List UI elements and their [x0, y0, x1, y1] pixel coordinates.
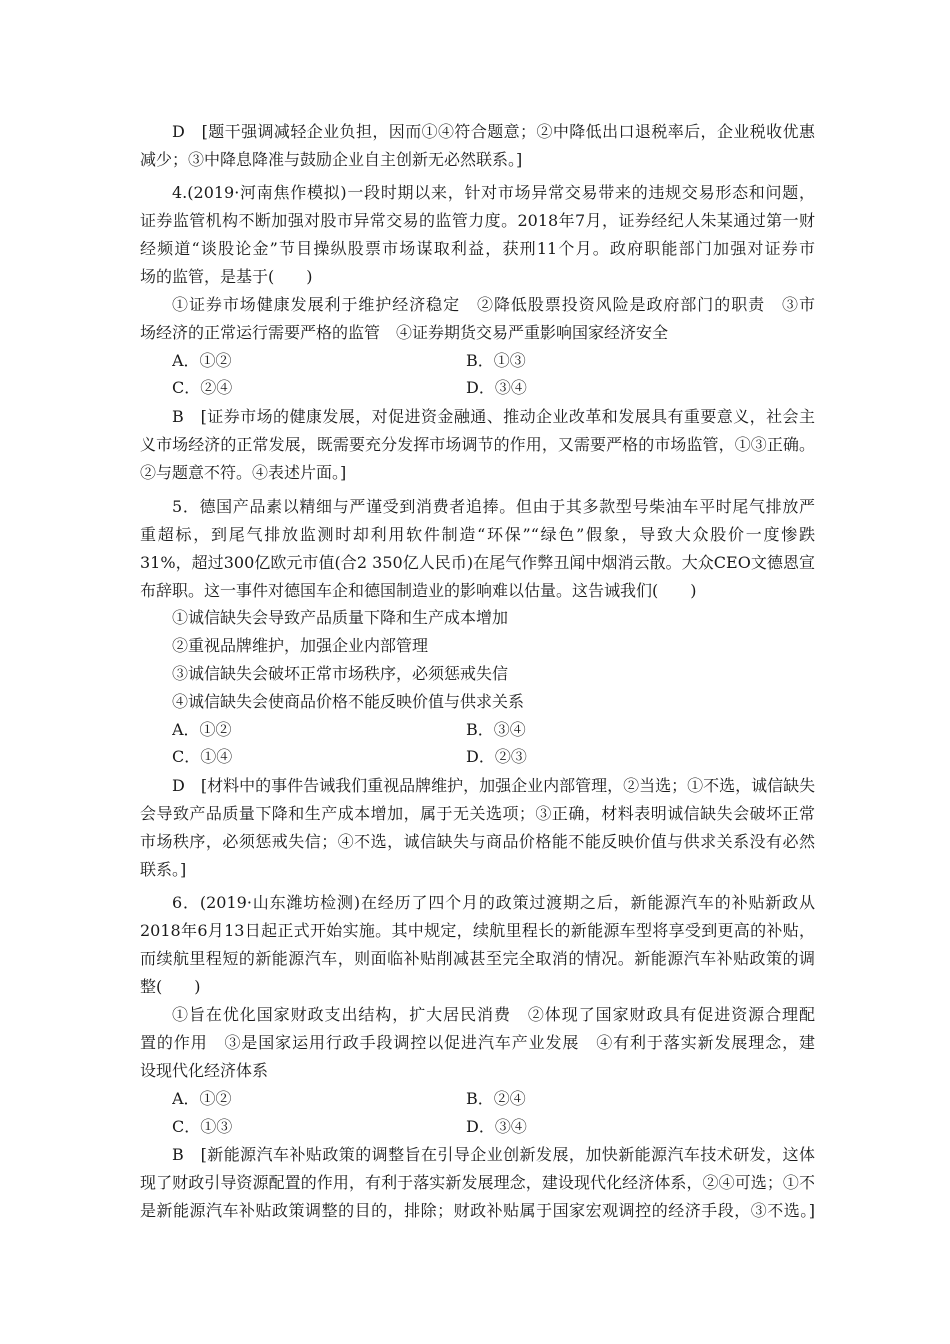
question-6-option-d: D．③④	[466, 1117, 527, 1136]
answer-4-explanation-line-3: ②与题意不符。④表述片面。]	[140, 463, 347, 482]
answer-6-explanation-line-1: B [新能源汽车补贴政策的调整旨在引导企业创新发展，加快新能源汽车技术研发，这体	[172, 1145, 815, 1164]
question-4-stem-line-3: 经频道“谈股论金”节目操纵股票市场谋取利益，获刑11个月。政府职能部门加强对证券市	[140, 239, 815, 258]
question-6-option-a: A．①②	[172, 1089, 232, 1108]
question-6-option-c: C．①③	[172, 1117, 233, 1136]
answer-6-explanation-line-3: 是新能源汽车补贴政策调整的目的，排除；财政补贴属于国家宏观调控的经济手段，③不选。]	[140, 1201, 815, 1220]
question-5-statement-3: ③诚信缺失会破坏正常市场秩序，必须惩戒失信	[172, 664, 509, 683]
question-5-statement-4: ④诚信缺失会使商品价格不能反映价值与供求关系	[172, 692, 525, 711]
question-5-statement-1: ①诚信缺失会导致产品质量下降和生产成本增加	[172, 608, 509, 627]
answer-4-explanation-line-2: 义市场经济的正常发展，既需要充分发挥市场调节的作用，又需要严格的市场监管，①③正确。	[140, 435, 815, 454]
question-4-statements-line-2: 场经济的正常运行需要严格的监管 ④证券期货交易严重影响国家经济安全	[140, 323, 669, 342]
question-4-option-c: C．②④	[172, 378, 233, 397]
answer-3-explanation-line-2: 减少；③中降息降准与鼓励企业自主创新无必然联系。]	[140, 150, 523, 169]
question-4-statements-line-1: ①证券市场健康发展利于维护经济稳定 ②降低股票投资风险是政府部门的职责 ③市	[172, 295, 815, 314]
question-5-stem-line-1: 5．德国产品素以精细与严谨受到消费者追捧。但由于其多款型号柴油车平时尾气排放严	[172, 497, 815, 516]
question-5-stem-line-2: 重超标，到尾气排放监测时却利用软件制造“环保”“绿色”假象，导致大众股价一度惨跌	[140, 525, 815, 544]
question-5-option-a: A．①②	[172, 720, 232, 739]
question-6-option-b: B．②④	[466, 1089, 526, 1108]
question-6-statements-line-1: ①旨在优化国家财政支出结构，扩大居民消费 ②体现了国家财政具有促进资源合理配	[172, 1005, 815, 1024]
question-5-option-c: C．①④	[172, 747, 233, 766]
question-6-stem-line-2: 2018年6月13日起正式开始实施。其中规定，续航里程长的新能源车型将享受到更高的补贴，	[140, 921, 815, 940]
question-4-stem-line-1: 4.(2019·河南焦作模拟)一段时期以来，针对市场异常交易带来的违规交易形态和问题，	[172, 183, 815, 202]
question-4-stem-line-2: 证券监管机构不断加强对股市异常交易的监管力度。2018年7月，证券经纪人朱某通过第一财	[140, 211, 815, 230]
answer-6-explanation-line-2: 现了财政引导资源配置的作用，有利于落实新发展理念，建设现代化经济体系，②④可选；①不	[140, 1173, 815, 1192]
question-6-stem-line-3: 而续航里程短的新能源汽车，则面临补贴削减甚至完全取消的情况。新能源汽车补贴政策的调	[140, 949, 815, 968]
answer-5-explanation-line-4: 联系。]	[140, 860, 187, 879]
question-5-option-b: B．③④	[466, 720, 526, 739]
question-5-statement-2: ②重视品牌维护，加强企业内部管理	[172, 636, 429, 655]
question-6-statements-line-2: 置的作用 ③是国家运用行政手段调控以促进汽车产业发展 ④有利于落实新发展理念，建	[140, 1033, 815, 1052]
answer-5-explanation-line-3: 市场秩序，必须惩戒失信；④不选，诚信缺失与商品价格能不能反映价值与供求关系没有必然	[140, 832, 815, 851]
answer-4-explanation-line-1: B [证券市场的健康发展，对促进资金融通、推动企业改革和发展具有重要意义，社会主	[172, 407, 815, 426]
question-5-stem-line-4: 布辞职。这一事件对德国车企和德国制造业的影响难以估量。这告诫我们( )	[140, 581, 697, 600]
question-4-option-d: D．③④	[466, 378, 527, 397]
answer-5-explanation-line-1: D [材料中的事件告诫我们重视品牌维护，加强企业内部管理，②当选；①不选，诚信缺失	[172, 776, 815, 795]
question-5-stem-line-3: 31%，超过300亿欧元市值(合2 350亿人民币)在尾气作弊丑闻中烟消云散。大众CEO文德恩宣	[140, 553, 815, 572]
answer-5-explanation-line-2: 会导致产品质量下降和生产成本增加，属于无关选项；③正确，材料表明诚信缺失会破坏正常	[140, 804, 815, 823]
question-4-option-a: A．①②	[172, 351, 232, 370]
question-4-stem-line-4: 场的监管，是基于( )	[140, 267, 313, 286]
question-6-stem-line-4: 整( )	[140, 977, 201, 996]
question-6-statements-line-3: 设现代化经济体系	[140, 1061, 269, 1080]
question-6-stem-line-1: 6．(2019·山东潍坊检测)在经历了四个月的政策过渡期之后，新能源汽车的补贴新政从	[172, 893, 815, 912]
question-5-option-d: D．②③	[466, 747, 527, 766]
question-4-option-b: B．①③	[466, 351, 526, 370]
answer-3-explanation-line-1: D [题干强调减轻企业负担，因而①④符合题意；②中降低出口退税率后，企业税收优惠	[172, 122, 815, 141]
